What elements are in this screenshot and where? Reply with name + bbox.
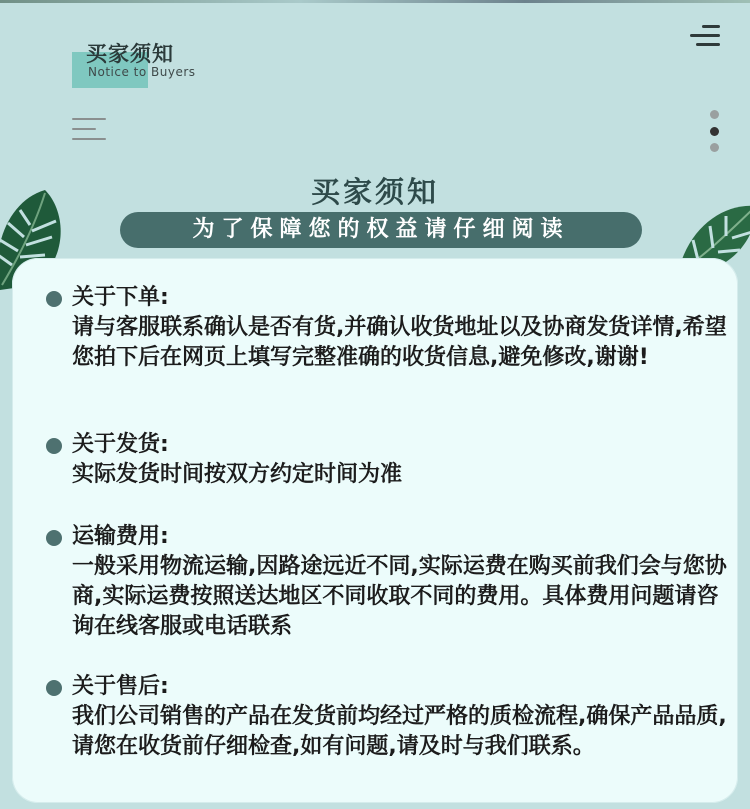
bullet-icon	[46, 438, 62, 454]
section-heading: 关于售后:	[72, 674, 169, 699]
section-body: 一般采用物流运输,因路途远近不同,实际运费在购买前我们会与您协商,实际运费按照送达地区不同收取不同的费用。具体费用问题请咨询在线客服或电话联系	[72, 554, 727, 639]
section-freight	[46, 522, 736, 642]
bullet-icon	[46, 530, 62, 546]
section-heading: 运输费用:	[72, 524, 169, 549]
bullet-icon	[46, 680, 62, 696]
section-heading: 关于下单:	[72, 285, 169, 310]
more-dots-icon[interactable]	[708, 110, 720, 154]
section-body: 我们公司销售的产品在发货前均经过严格的质检流程,确保产品品质,请您在收货前仔细检查,如有问题,请及时与我们联系。	[72, 704, 727, 759]
menu-icon[interactable]	[690, 25, 720, 47]
brand-logo	[70, 38, 230, 93]
brand-subtitle: Notice to Buyers	[88, 65, 196, 79]
section-ordering	[46, 283, 736, 373]
section-body: 实际发货时间按双方约定时间为准	[72, 462, 403, 487]
lines-icon	[72, 118, 106, 142]
brand-title: 买家须知	[86, 42, 174, 66]
section-shipping	[46, 430, 736, 490]
subtitle-banner: 为了保障您的权益请仔细阅读	[120, 212, 642, 248]
page-title: 买家须知	[310, 175, 439, 209]
section-after-sales	[46, 672, 736, 762]
section-body: 请与客服联系确认是否有货,并确认收货地址以及协商发货详情,希望您拍下后在网页上填写完整准确的收货信息,避免修改,谢谢!	[72, 315, 727, 370]
top-decoration-line	[0, 0, 750, 3]
bullet-icon	[46, 291, 62, 307]
section-heading: 关于发货:	[72, 432, 169, 457]
